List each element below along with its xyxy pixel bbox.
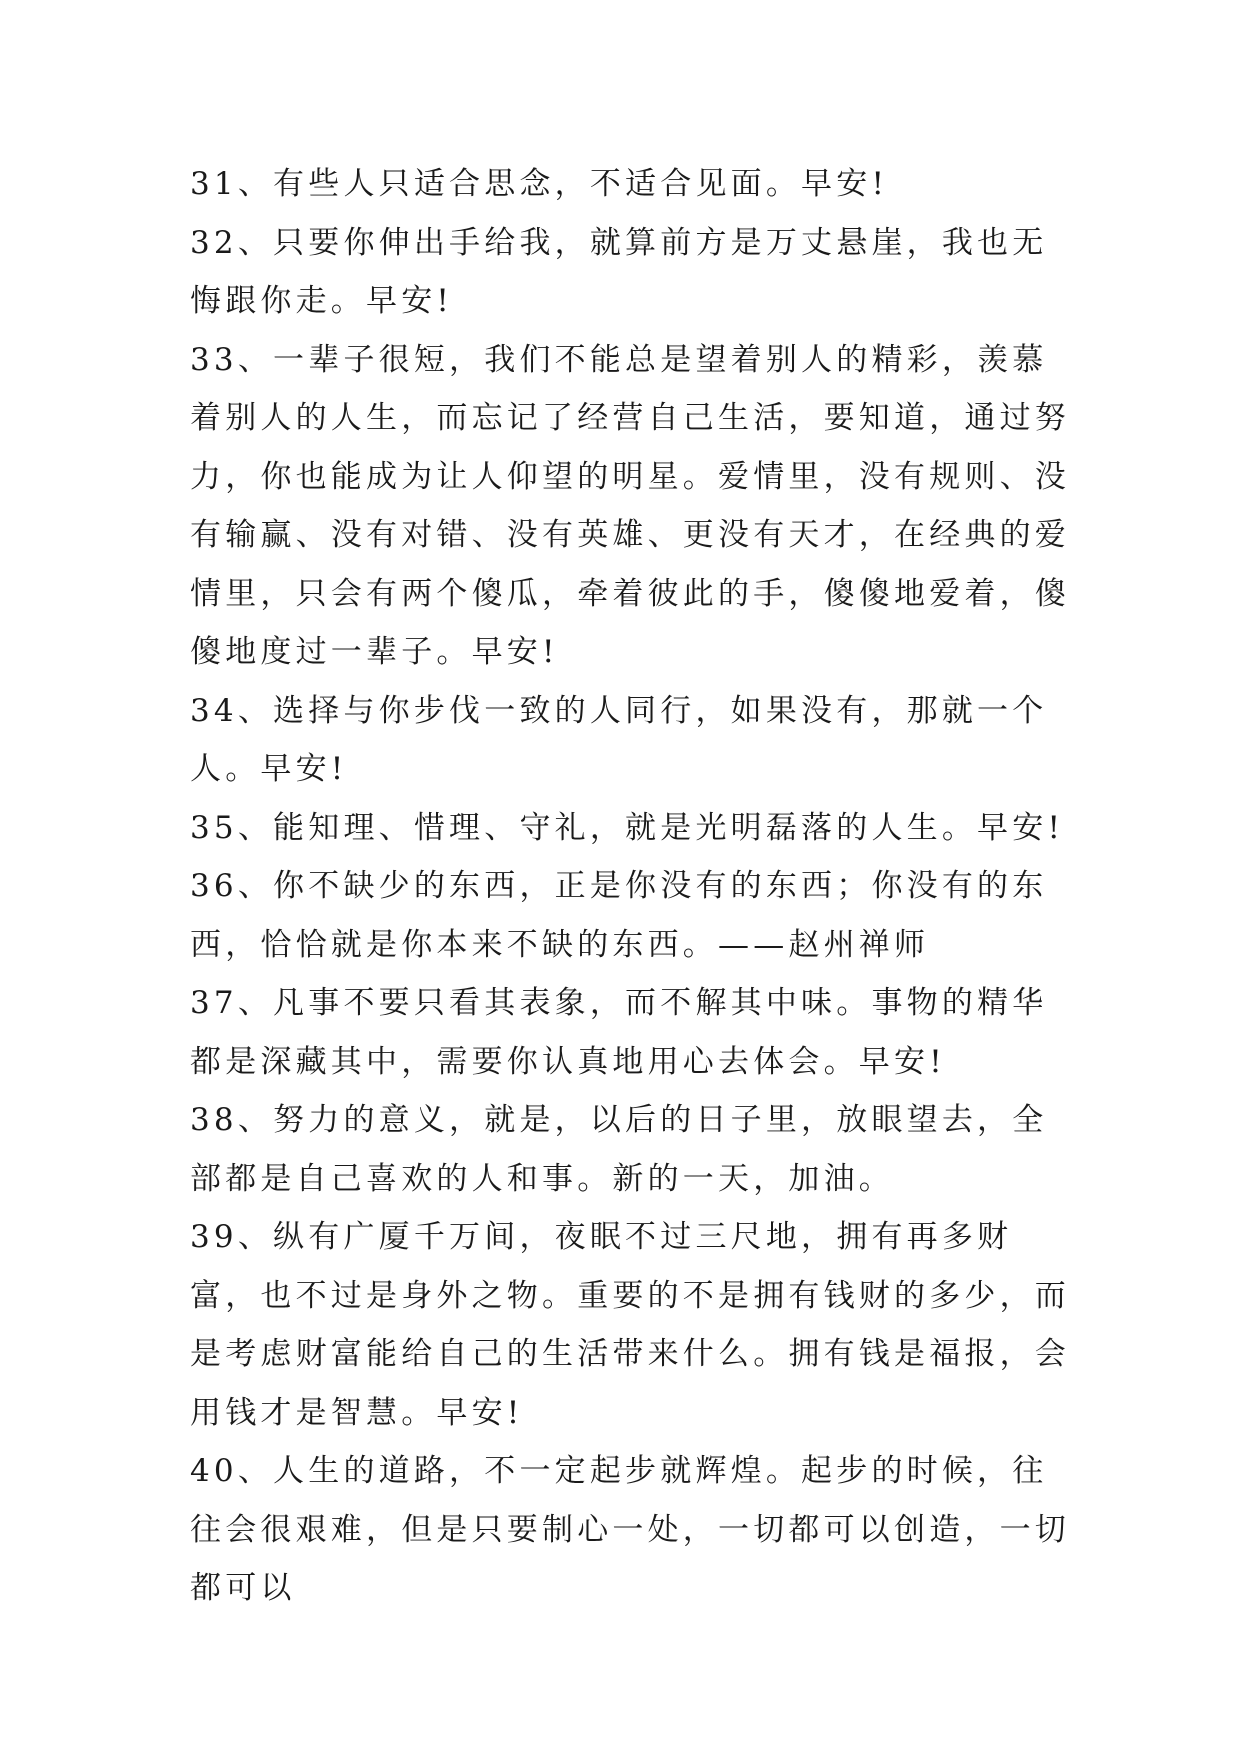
paragraph-34: 34、选择与你步伐一致的人同行，如果没有，那就一个人。早安! <box>190 692 1048 787</box>
paragraph-35: 35、能知理、惜理、守礼，就是光明磊落的人生。早安! <box>190 809 1065 846</box>
paragraph-40: 40、人生的道路，不一定起步就辉煌。起步的时候，往往会很艰难，但是只要制心一处，一切都可以创造，一切都可以 <box>190 1453 1070 1606</box>
document-body <box>190 155 1070 1618</box>
paragraph-37: 37、凡事不要只看其表象，而不解其中味。事物的精华都是深藏其中，需要你认真地用心去体会。早安! <box>190 985 1048 1080</box>
paragraph-38: 38、努力的意义，就是，以后的日子里，放眼望去，全部都是自己喜欢的人和事。新的一天，加油。 <box>190 1102 1048 1197</box>
paragraph-32: 32、只要你伸出手给我，就算前方是万丈悬崖，我也无悔跟你走。早安! <box>190 224 1048 319</box>
paragraph-39: 39、纵有广厦千万间，夜眠不过三尺地，拥有再多财富，也不过是身外之物。重要的不是拥有钱财的多少，而是考虑财富能给自己的生活带来什么。拥有钱是福报，会用钱才是智慧。早安! <box>190 1219 1070 1431</box>
paragraph-31: 31、有些人只适合思念，不适合见面。早安! <box>190 166 889 202</box>
paragraph-36: 36、你不缺少的东西，正是你没有的东西；你没有的东西，恰恰就是你本来不缺的东西。——赵州禅师 <box>190 868 1048 963</box>
paragraph-33: 33、一辈子很短，我们不能总是望着别人的精彩，羡慕着别人的人生，而忘记了经营自己生活，要知道，通过努力，你也能成为让人仰望的明星。爱情里，没有规则、没有输赢、没有对错、没有英雄、更没有天才，在经典的爱情里，只会有两个傻瓜，牵着彼此的手，傻傻地爱着，傻傻地度过一辈子。早安! <box>190 341 1070 670</box>
